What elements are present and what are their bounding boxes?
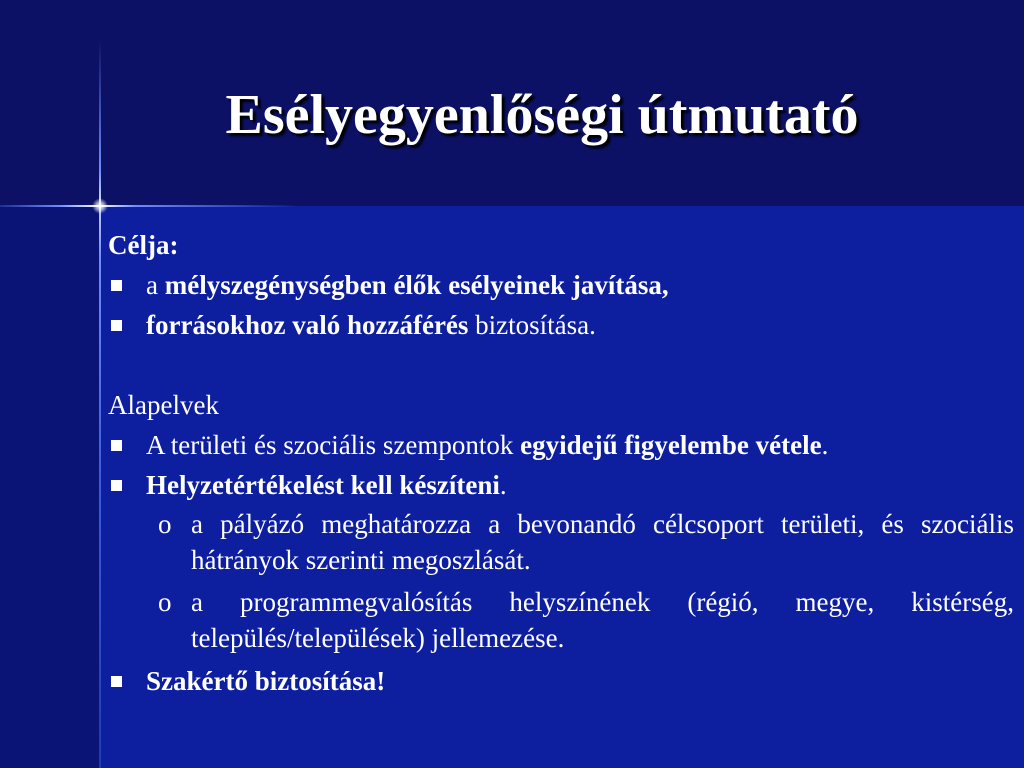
left-band <box>0 206 100 768</box>
bullet-text-plain: . <box>499 470 507 500</box>
bullet-item <box>108 426 1014 464</box>
square-bullet-icon <box>111 480 122 491</box>
bullet-text-plain: biztosítása. <box>468 310 596 340</box>
bullet-text-bold: Helyzetértékelést kell készíteni <box>146 470 500 500</box>
bullet-text-bold: Szakértő biztosítása! <box>146 666 386 696</box>
slide-title: Esélyegyenlőségi útmutató <box>225 84 859 146</box>
section-heading-celja: Célja: <box>108 230 179 260</box>
bullet-item <box>108 466 1014 504</box>
bullet-item <box>108 662 1014 700</box>
section-heading-alapelvek: Alapelvek <box>108 390 219 420</box>
slide-content <box>108 226 1014 702</box>
circle-bullet-icon: o <box>158 509 172 539</box>
bullet-text-bold: egyidejű figyelembe vétele <box>520 430 822 460</box>
sub-bullet-text: a pályázó meghatározza a bevonandó célcsoport területi, és szociális hátrányok szerinti megoszlását. <box>191 509 1014 575</box>
bullet-text-plain: A területi és szociális szempontok <box>146 430 521 460</box>
decorative-horizontal-line <box>0 205 300 207</box>
sub-bullet-item <box>108 584 1014 656</box>
sub-bullet-item <box>108 506 1014 578</box>
bullet-item <box>108 306 1014 344</box>
bullet-text-bold: mélyszegénységben élők esélyeinek javítása, <box>164 270 669 300</box>
bullet-item <box>108 266 1014 304</box>
square-bullet-icon <box>111 440 122 451</box>
bullet-text-bold: forrásokhoz való hozzáférés <box>146 310 469 340</box>
square-bullet-icon <box>111 320 122 331</box>
sparkle-icon <box>92 198 108 214</box>
circle-bullet-icon: o <box>158 587 172 617</box>
square-bullet-icon <box>111 280 122 291</box>
sub-bullet-text: a programmegvalósítás helyszínének (régió, megye, kistérség, település/települések) jellemezése. <box>191 587 1014 653</box>
spacer <box>108 346 1014 386</box>
bullet-text-plain: a <box>146 270 165 300</box>
square-bullet-icon <box>111 676 122 687</box>
bullet-text-plain: . <box>821 430 829 460</box>
